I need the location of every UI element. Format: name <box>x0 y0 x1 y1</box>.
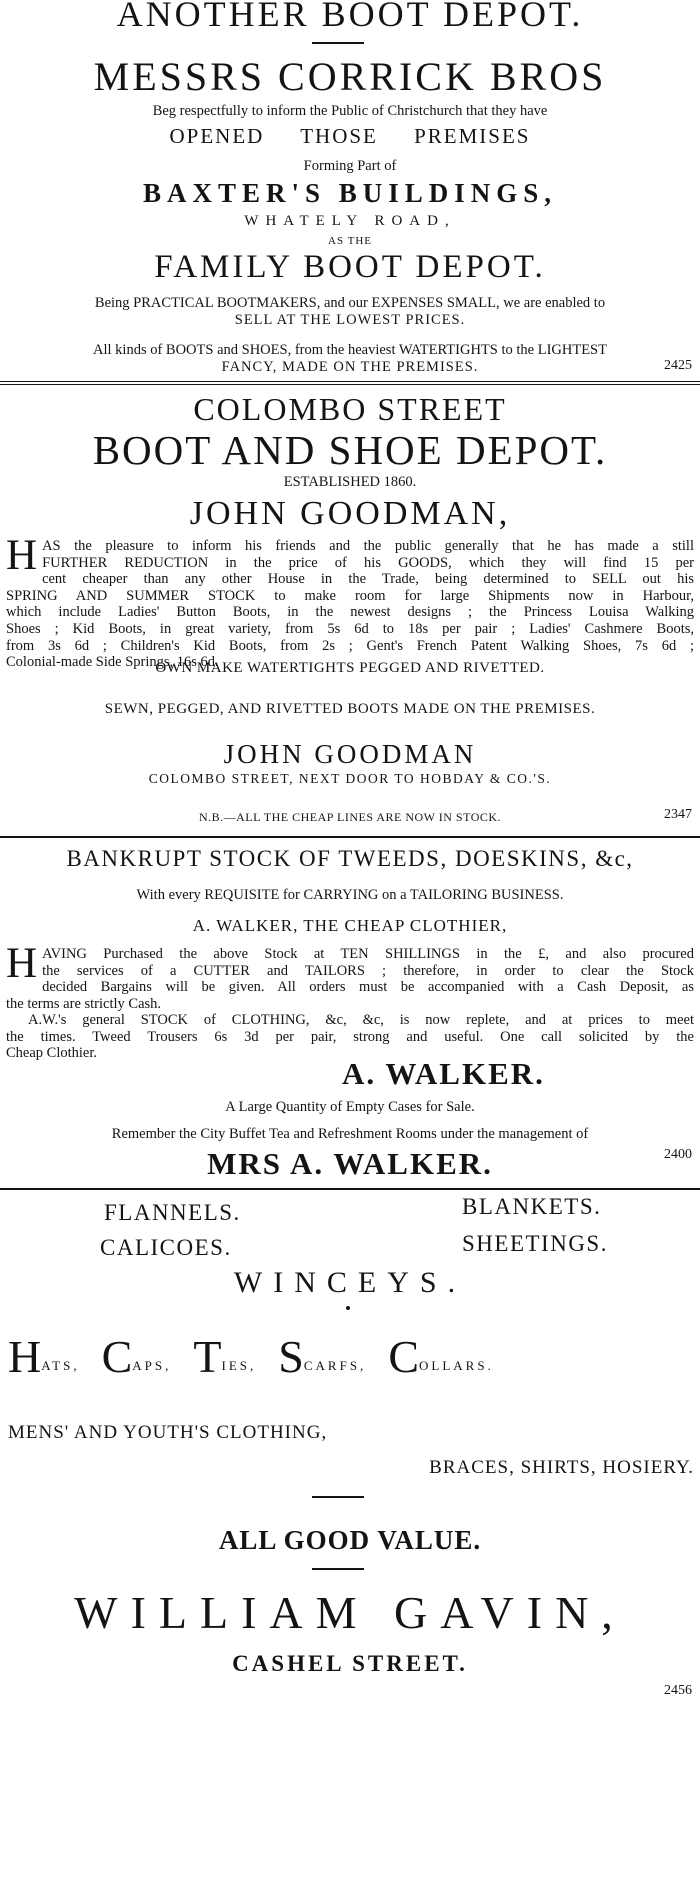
road-name: WHATELY ROAD, <box>244 213 456 229</box>
divider <box>312 1496 364 1498</box>
proprietor-name: JOHN GOODMAN, <box>189 495 511 532</box>
street-heading: COLOMBO STREET <box>193 391 507 427</box>
calicoes-text: CALICOES. <box>100 1235 232 1260</box>
merchant-street: CASHEL STREET. <box>232 1651 468 1676</box>
accessory-item: COLLARS. <box>388 1331 494 1382</box>
flannels-text: FLANNELS. <box>104 1200 241 1225</box>
drop-cap-letter: H <box>6 532 38 579</box>
paragraph-line: which include Ladies' Button Boots, in the newest designs ; the Princess Louisa Walking <box>6 604 694 621</box>
empty-cases-text: A Large Quantity of Empty Cases for Sale. <box>225 1099 475 1115</box>
paragraph-line: the services of a CUTTER and TAILORS ; therefore, in order to clear the Stock <box>42 962 694 979</box>
depot-heading: BOOT AND SHOE DEPOT. <box>92 427 608 473</box>
paragraph-line: AS the pleasure to inform his friends and the public generally that he has made a still <box>42 538 694 554</box>
sewn-pegged-text: SEWN, PEGGED, AND RIVETTED BOOTS MADE ON THE PREMISES. <box>104 701 596 717</box>
all-good-value-heading: ALL GOOD VALUE. <box>218 1525 482 1555</box>
accessory-item: TIES, <box>193 1331 257 1382</box>
as-the-text: AS THE <box>328 235 372 247</box>
nota-bene-text: N.B.—ALL THE CHEAP LINES ARE NOW IN STOCK. <box>198 810 502 824</box>
paragraph-line: FURTHER REDUCTION in the price of his GOODS, which they will find 15 per <box>42 554 694 571</box>
paragraph-line: AVING Purchased the above Stock at TEN SHILLINGS in the £, and also procured <box>42 946 694 962</box>
accessories-line <box>8 1331 494 1382</box>
blankets-text: BLANKETS. <box>462 1194 602 1219</box>
paragraph-line: Colonial-made Side Springs, 16s 6d. <box>6 654 219 671</box>
clothier-title: A. WALKER, THE CHEAP CLOTHIER, <box>192 916 508 935</box>
mrs-walker-name: MRS A. WALKER. <box>207 1146 493 1181</box>
drop-cap-letter: H <box>6 940 38 987</box>
accessory-item: CAPS, <box>101 1331 172 1382</box>
kinds-text-line-1: All kinds of BOOTS and SHOES, from the heaviest WATERTIGHTS to the LIGHTEST <box>93 342 607 358</box>
paragraph-line: Shoes ; Kid Boots, in great variety, from 5s 6d to 18s per pair ; Ladies' Cashmere Boots, <box>6 620 694 637</box>
ad-reference-number: 2347 <box>664 807 692 822</box>
paragraph-line: cent cheaper than any other House in the Trade, being determined to SELL out his <box>42 571 694 588</box>
accessory-item: HATS, <box>8 1331 80 1382</box>
sheetings-text: SHEETINGS. <box>462 1231 608 1256</box>
established-text: ESTABLISHED 1860. <box>283 474 417 490</box>
buildings-name: BAXTER'S BUILDINGS, <box>142 178 558 208</box>
ad-separator-rule <box>0 1188 700 1190</box>
bankrupt-stock-heading: BANKRUPT STOCK OF TWEEDS, DOESKINS, &c, <box>66 846 634 871</box>
winceys-heading: WINCEYS. <box>233 1266 467 1299</box>
divider <box>312 1568 364 1570</box>
walker-announcement-paragraph <box>6 940 694 1012</box>
paragraph-line: from 3s 6d ; Children's Kid Boots, from 2s ; Gent's French Patent Walking Shoes, 7s 6d ; <box>6 637 694 654</box>
ad-reference-number: 2400 <box>664 1147 692 1162</box>
requisite-text: With every REQUISITE for CARRYING on a TAILORING BUSINESS. <box>136 887 564 903</box>
paragraph-line: A.W.'s general STOCK of CLOTHING, &c, &c, is now replete, and at prices to meet <box>28 1012 694 1028</box>
refreshment-rooms-text: Remember the City Buffet Tea and Refreshment Rooms under the management of <box>111 1126 589 1142</box>
ornament-dot <box>346 1306 350 1310</box>
ad-reference-number: 2456 <box>664 1683 692 1698</box>
paragraph-line: the times. Tweed Trousers 6s 3d per pair, strong and useful. One call solicited by the <box>6 1028 694 1045</box>
mens-clothing-text: MENS' AND YOUTH'S CLOTHING, <box>8 1422 328 1443</box>
merchant-name: WILLIAM GAVIN, <box>74 1587 626 1638</box>
general-stock-paragraph <box>6 1012 694 1062</box>
ad-headline: ANOTHER BOOT DEPOT. <box>116 0 584 34</box>
braces-shirts-text: BRACES, SHIRTS, HOSIERY. <box>429 1457 694 1478</box>
accessory-item: SCARFS, <box>278 1331 367 1382</box>
intro-text: Beg respectfully to inform the Public of Christchurch that they have <box>152 103 548 119</box>
practical-text-line-1: Being PRACTICAL BOOTMAKERS, and our EXPENSES SMALL, we are enabled to <box>94 295 606 311</box>
divider <box>312 42 364 44</box>
proprietor-name-repeat: JOHN GOODMAN <box>223 739 477 769</box>
paragraph-line: decided Bargains will be given. All orders must be accompanied with a Cash Deposit, as <box>42 979 694 996</box>
practical-text-line-2: SELL AT THE LOWEST PRICES. <box>234 312 466 328</box>
paragraph-line: Cheap Clothier. <box>6 1045 98 1062</box>
firm-name: MESSRS CORRICK BROS <box>93 54 607 99</box>
opened-premises-line: OPENED THOSE PREMISES <box>169 124 531 148</box>
own-make-text: OWN MAKE WATERTIGHTS PEGGED AND RIVETTED. <box>155 660 545 676</box>
ad-reference-number: 2425 <box>664 358 692 373</box>
paragraph-line: SPRING AND SUMMER STOCK to make room for large Shipments now in Harbour, <box>6 587 694 604</box>
paragraph-line: the terms are strictly Cash. <box>6 995 162 1012</box>
kinds-text-line-2: FANCY, MADE ON THE PREMISES. <box>221 359 479 375</box>
ad-separator-rule <box>0 836 700 838</box>
walker-signature: A. WALKER. <box>342 1056 545 1091</box>
shop-address: COLOMBO STREET, NEXT DOOR TO HOBDAY & CO.'S. <box>148 771 552 786</box>
family-boot-depot-heading: FAMILY BOOT DEPOT. <box>154 249 546 285</box>
goodman-announcement-paragraph <box>6 532 694 671</box>
ad-separator-rule <box>0 381 700 382</box>
forming-part-text: Forming Part of <box>303 158 397 174</box>
